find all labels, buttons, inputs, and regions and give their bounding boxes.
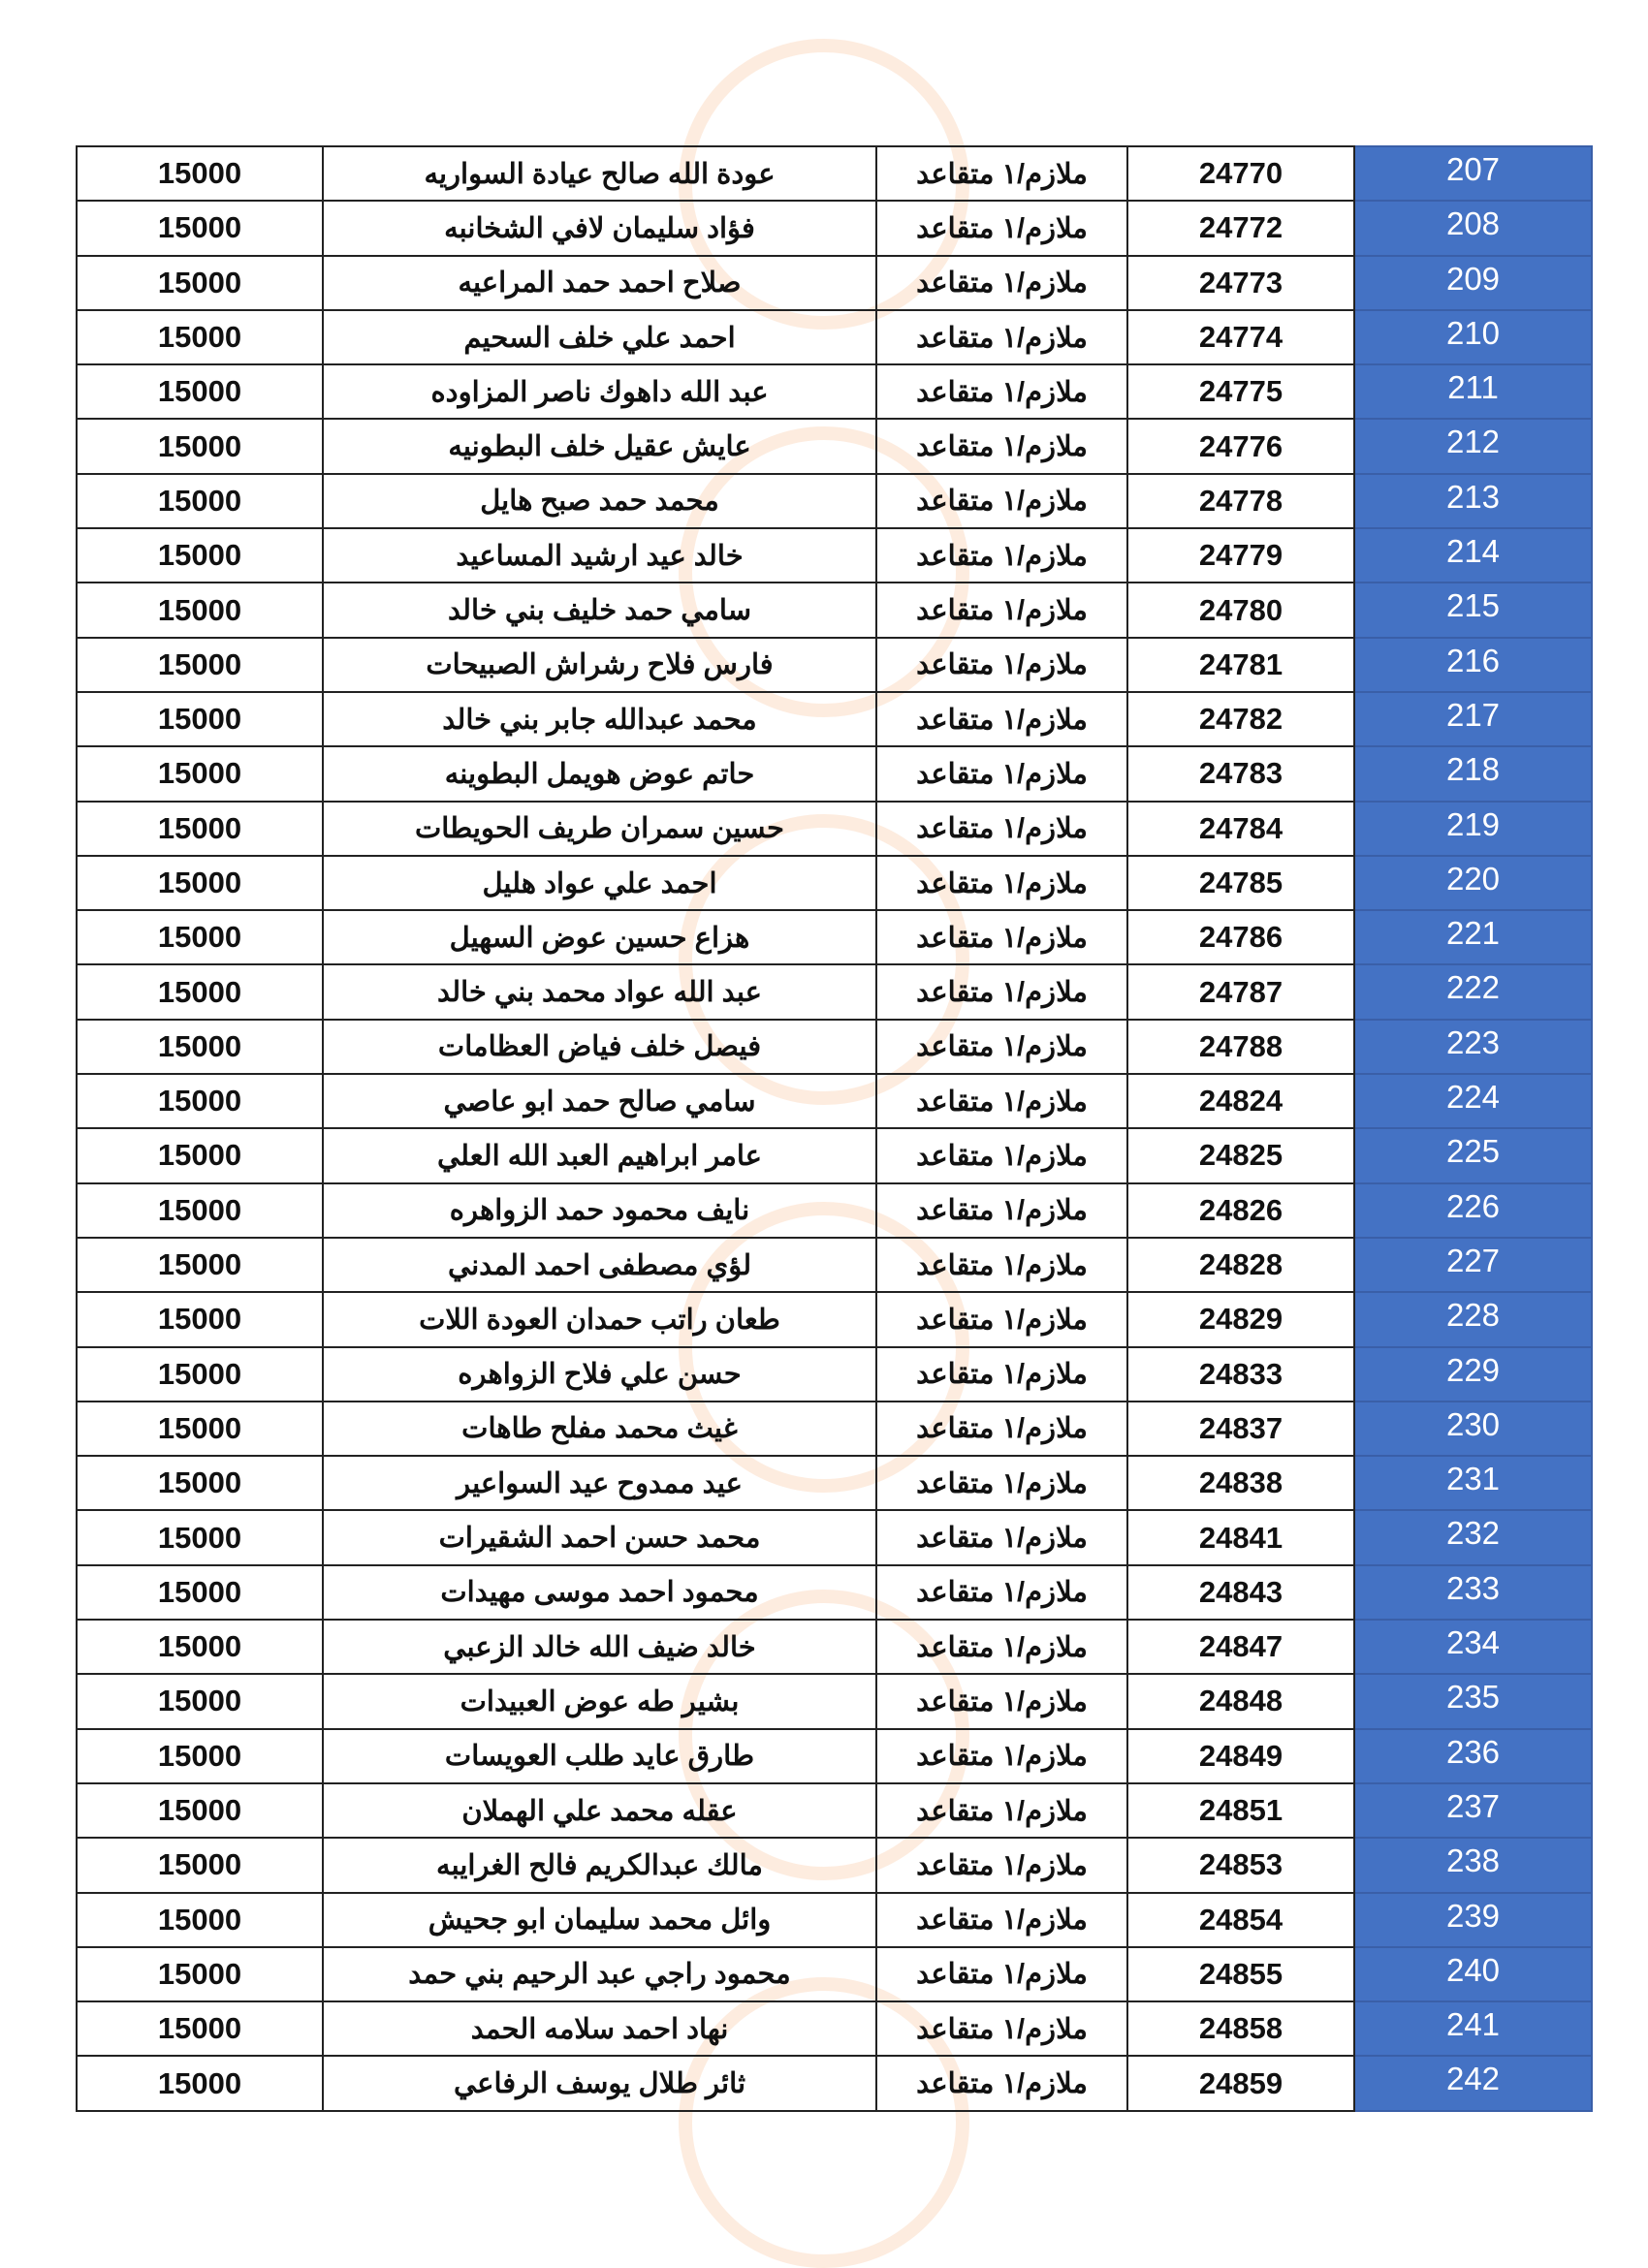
index-cell: 236 <box>1354 1729 1592 1783</box>
amount-cell: 15000 <box>77 1238 323 1292</box>
name-cell: سامي صالح حمد ابو عاصي <box>323 1074 876 1128</box>
number-cell: 24833 <box>1127 1347 1354 1402</box>
name-cell: فؤاد سليمان لافي الشخانبه <box>323 201 876 255</box>
number-cell: 24841 <box>1127 1510 1354 1564</box>
amount-cell: 15000 <box>77 910 323 964</box>
index-cell: 219 <box>1354 802 1592 856</box>
name-cell: نهاد احمد سلامه الحمد <box>323 2001 876 2056</box>
name-cell: مالك عبدالكريم فالح الغرايبه <box>323 1838 876 1892</box>
index-cell: 207 <box>1354 146 1592 201</box>
amount-cell: 15000 <box>77 1783 323 1838</box>
amount-cell: 15000 <box>77 1402 323 1456</box>
name-cell: محمود احمد موسى مهيدات <box>323 1565 876 1620</box>
name-cell: سامي حمد خليف بني خالد <box>323 583 876 637</box>
amount-cell: 15000 <box>77 1074 323 1128</box>
table-row <box>77 692 1592 746</box>
index-cell: 238 <box>1354 1838 1592 1892</box>
rank-cell: ملازم/١ متقاعد <box>876 1402 1127 1456</box>
amount-cell: 15000 <box>77 964 323 1019</box>
rank-cell: ملازم/١ متقاعد <box>876 1074 1127 1128</box>
rank-cell: ملازم/١ متقاعد <box>876 1456 1127 1510</box>
rank-cell: ملازم/١ متقاعد <box>876 1947 1127 2001</box>
index-cell: 226 <box>1354 1183 1592 1238</box>
index-cell: 222 <box>1354 964 1592 1019</box>
number-cell: 24849 <box>1127 1729 1354 1783</box>
amount-cell: 15000 <box>77 1183 323 1238</box>
index-cell: 228 <box>1354 1292 1592 1346</box>
name-cell: احمد علي خلف السحيم <box>323 310 876 364</box>
number-cell: 24774 <box>1127 310 1354 364</box>
name-cell: طارق عايد طلب العويسات <box>323 1729 876 1783</box>
number-cell: 24780 <box>1127 583 1354 637</box>
table-row <box>77 2056 1592 2110</box>
amount-cell: 15000 <box>77 310 323 364</box>
amount-cell: 15000 <box>77 1729 323 1783</box>
table-row <box>77 419 1592 473</box>
index-cell: 221 <box>1354 910 1592 964</box>
rank-cell: ملازم/١ متقاعد <box>876 1020 1127 1074</box>
index-cell: 209 <box>1354 256 1592 310</box>
rank-cell: ملازم/١ متقاعد <box>876 856 1127 910</box>
table-row <box>77 474 1592 528</box>
table-row <box>77 1238 1592 1292</box>
beneficiaries-table <box>76 145 1593 2112</box>
index-cell: 240 <box>1354 1947 1592 2001</box>
name-cell: محمد حسن احمد الشقيرات <box>323 1510 876 1564</box>
number-cell: 24785 <box>1127 856 1354 910</box>
index-cell: 224 <box>1354 1074 1592 1128</box>
table-row <box>77 364 1592 419</box>
table-row <box>77 964 1592 1019</box>
name-cell: نايف محمود حمد الزواهره <box>323 1183 876 1238</box>
number-cell: 24847 <box>1127 1620 1354 1674</box>
table-row <box>77 2001 1592 2056</box>
index-cell: 235 <box>1354 1674 1592 1728</box>
table-row <box>77 1292 1592 1346</box>
name-cell: عايش عقيل خلف البطونيه <box>323 419 876 473</box>
amount-cell: 15000 <box>77 692 323 746</box>
number-cell: 24775 <box>1127 364 1354 419</box>
rank-cell: ملازم/١ متقاعد <box>876 2056 1127 2110</box>
index-cell: 234 <box>1354 1620 1592 1674</box>
name-cell: لؤي مصطفى احمد المدني <box>323 1238 876 1292</box>
rank-cell: ملازم/١ متقاعد <box>876 528 1127 583</box>
amount-cell: 15000 <box>77 1893 323 1947</box>
amount-cell: 15000 <box>77 1838 323 1892</box>
number-cell: 24772 <box>1127 201 1354 255</box>
number-cell: 24858 <box>1127 2001 1354 2056</box>
index-cell: 215 <box>1354 583 1592 637</box>
number-cell: 24773 <box>1127 256 1354 310</box>
amount-cell: 15000 <box>77 1620 323 1674</box>
index-cell: 208 <box>1354 201 1592 255</box>
amount-cell: 15000 <box>77 474 323 528</box>
number-cell: 24770 <box>1127 146 1354 201</box>
number-cell: 24783 <box>1127 746 1354 801</box>
index-cell: 216 <box>1354 638 1592 692</box>
rank-cell: ملازم/١ متقاعد <box>876 964 1127 1019</box>
number-cell: 24851 <box>1127 1783 1354 1838</box>
amount-cell: 15000 <box>77 146 323 201</box>
index-cell: 239 <box>1354 1893 1592 1947</box>
number-cell: 24824 <box>1127 1074 1354 1128</box>
rank-cell: ملازم/١ متقاعد <box>876 364 1127 419</box>
index-cell: 227 <box>1354 1238 1592 1292</box>
number-cell: 24778 <box>1127 474 1354 528</box>
table-row <box>77 1128 1592 1182</box>
rank-cell: ملازم/١ متقاعد <box>876 1565 1127 1620</box>
rank-cell: ملازم/١ متقاعد <box>876 1510 1127 1564</box>
table-row <box>77 1020 1592 1074</box>
rank-cell: ملازم/١ متقاعد <box>876 1238 1127 1292</box>
rank-cell: ملازم/١ متقاعد <box>876 1674 1127 1728</box>
number-cell: 24829 <box>1127 1292 1354 1346</box>
amount-cell: 15000 <box>77 419 323 473</box>
number-cell: 24788 <box>1127 1020 1354 1074</box>
name-cell: وائل محمد سليمان ابو جحيش <box>323 1893 876 1947</box>
name-cell: عقله محمد علي الهملان <box>323 1783 876 1838</box>
number-cell: 24854 <box>1127 1893 1354 1947</box>
rank-cell: ملازم/١ متقاعد <box>876 1783 1127 1838</box>
rank-cell: ملازم/١ متقاعد <box>876 1292 1127 1346</box>
rank-cell: ملازم/١ متقاعد <box>876 1838 1127 1892</box>
amount-cell: 15000 <box>77 1456 323 1510</box>
table-row <box>77 1947 1592 2001</box>
index-cell: 230 <box>1354 1402 1592 1456</box>
rank-cell: ملازم/١ متقاعد <box>876 1729 1127 1783</box>
index-cell: 214 <box>1354 528 1592 583</box>
amount-cell: 15000 <box>77 256 323 310</box>
name-cell: حسين سمران طريف الحويطات <box>323 802 876 856</box>
table-body <box>77 146 1592 2111</box>
index-cell: 241 <box>1354 2001 1592 2056</box>
amount-cell: 15000 <box>77 638 323 692</box>
amount-cell: 15000 <box>77 583 323 637</box>
index-cell: 217 <box>1354 692 1592 746</box>
index-cell: 223 <box>1354 1020 1592 1074</box>
number-cell: 24779 <box>1127 528 1354 583</box>
amount-cell: 15000 <box>77 1292 323 1346</box>
amount-cell: 15000 <box>77 2001 323 2056</box>
index-cell: 232 <box>1354 1510 1592 1564</box>
amount-cell: 15000 <box>77 1510 323 1564</box>
number-cell: 24786 <box>1127 910 1354 964</box>
name-cell: خالد ضيف الله خالد الزعبي <box>323 1620 876 1674</box>
number-cell: 24853 <box>1127 1838 1354 1892</box>
table-row <box>77 856 1592 910</box>
amount-cell: 15000 <box>77 1674 323 1728</box>
rank-cell: ملازم/١ متقاعد <box>876 802 1127 856</box>
name-cell: بشير طه عوض العبيدات <box>323 1674 876 1728</box>
table-row <box>77 1183 1592 1238</box>
table-row <box>77 1674 1592 1728</box>
amount-cell: 15000 <box>77 802 323 856</box>
amount-cell: 15000 <box>77 746 323 801</box>
name-cell: غيث محمد مفلح طاهات <box>323 1402 876 1456</box>
amount-cell: 15000 <box>77 2056 323 2110</box>
table-row <box>77 201 1592 255</box>
amount-cell: 15000 <box>77 1347 323 1402</box>
index-cell: 213 <box>1354 474 1592 528</box>
name-cell: عودة الله صالح عيادة السواريه <box>323 146 876 201</box>
table-row <box>77 310 1592 364</box>
index-cell: 210 <box>1354 310 1592 364</box>
rank-cell: ملازم/١ متقاعد <box>876 692 1127 746</box>
amount-cell: 15000 <box>77 856 323 910</box>
number-cell: 24825 <box>1127 1128 1354 1182</box>
name-cell: محمد حمد صبح هايل <box>323 474 876 528</box>
name-cell: فارس فلاح رشراش الصبيحات <box>323 638 876 692</box>
rank-cell: ملازم/١ متقاعد <box>876 310 1127 364</box>
table-row <box>77 1893 1592 1947</box>
name-cell: فيصل خلف فياض العظامات <box>323 1020 876 1074</box>
number-cell: 24838 <box>1127 1456 1354 1510</box>
number-cell: 24781 <box>1127 638 1354 692</box>
name-cell: ثائر طلال يوسف الرفاعي <box>323 2056 876 2110</box>
table-row <box>77 1838 1592 1892</box>
table-row <box>77 583 1592 637</box>
table-row <box>77 802 1592 856</box>
rank-cell: ملازم/١ متقاعد <box>876 1620 1127 1674</box>
name-cell: حاتم عوض هويمل البطوينه <box>323 746 876 801</box>
table-row <box>77 146 1592 201</box>
rank-cell: ملازم/١ متقاعد <box>876 256 1127 310</box>
name-cell: صلاح احمد حمد المراعيه <box>323 256 876 310</box>
number-cell: 24826 <box>1127 1183 1354 1238</box>
index-cell: 237 <box>1354 1783 1592 1838</box>
table-row <box>77 1620 1592 1674</box>
rank-cell: ملازم/١ متقاعد <box>876 201 1127 255</box>
rank-cell: ملازم/١ متقاعد <box>876 2001 1127 2056</box>
name-cell: عامر ابراهيم العبد الله العلي <box>323 1128 876 1182</box>
table-row <box>77 1565 1592 1620</box>
number-cell: 24784 <box>1127 802 1354 856</box>
amount-cell: 15000 <box>77 528 323 583</box>
number-cell: 24787 <box>1127 964 1354 1019</box>
index-cell: 212 <box>1354 419 1592 473</box>
amount-cell: 15000 <box>77 1128 323 1182</box>
table-row <box>77 1402 1592 1456</box>
number-cell: 24855 <box>1127 1947 1354 2001</box>
rank-cell: ملازم/١ متقاعد <box>876 474 1127 528</box>
rank-cell: ملازم/١ متقاعد <box>876 638 1127 692</box>
amount-cell: 15000 <box>77 1565 323 1620</box>
index-cell: 231 <box>1354 1456 1592 1510</box>
name-cell: هزاع حسين عوض السهيل <box>323 910 876 964</box>
name-cell: عيد ممدوح عيد السواعير <box>323 1456 876 1510</box>
number-cell: 24859 <box>1127 2056 1354 2110</box>
index-cell: 242 <box>1354 2056 1592 2110</box>
name-cell: احمد علي عواد هليل <box>323 856 876 910</box>
rank-cell: ملازم/١ متقاعد <box>876 583 1127 637</box>
number-cell: 24843 <box>1127 1565 1354 1620</box>
index-cell: 211 <box>1354 364 1592 419</box>
number-cell: 24848 <box>1127 1674 1354 1728</box>
name-cell: محمود راجي عبد الرحيم بني حمد <box>323 1947 876 2001</box>
index-cell: 218 <box>1354 746 1592 801</box>
index-cell: 229 <box>1354 1347 1592 1402</box>
table-row <box>77 746 1592 801</box>
rank-cell: ملازم/١ متقاعد <box>876 1183 1127 1238</box>
rank-cell: ملازم/١ متقاعد <box>876 1128 1127 1182</box>
table-row <box>77 1347 1592 1402</box>
amount-cell: 15000 <box>77 1947 323 2001</box>
table-row <box>77 1729 1592 1783</box>
name-cell: محمد عبدالله جابر بني خالد <box>323 692 876 746</box>
number-cell: 24828 <box>1127 1238 1354 1292</box>
name-cell: عبد الله داهوك ناصر المزاوده <box>323 364 876 419</box>
index-cell: 233 <box>1354 1565 1592 1620</box>
index-cell: 220 <box>1354 856 1592 910</box>
table-row <box>77 910 1592 964</box>
table-row <box>77 638 1592 692</box>
rank-cell: ملازم/١ متقاعد <box>876 146 1127 201</box>
table-row <box>77 1074 1592 1128</box>
rank-cell: ملازم/١ متقاعد <box>876 419 1127 473</box>
table-row <box>77 528 1592 583</box>
index-cell: 225 <box>1354 1128 1592 1182</box>
name-cell: طعان راتب حمدان العودة اللات <box>323 1292 876 1346</box>
amount-cell: 15000 <box>77 201 323 255</box>
table-row <box>77 1510 1592 1564</box>
rank-cell: ملازم/١ متقاعد <box>876 1893 1127 1947</box>
rank-cell: ملازم/١ متقاعد <box>876 1347 1127 1402</box>
name-cell: خالد عيد ارشيد المساعيد <box>323 528 876 583</box>
table-row <box>77 1783 1592 1838</box>
rank-cell: ملازم/١ متقاعد <box>876 910 1127 964</box>
amount-cell: 15000 <box>77 1020 323 1074</box>
amount-cell: 15000 <box>77 364 323 419</box>
number-cell: 24776 <box>1127 419 1354 473</box>
rank-cell: ملازم/١ متقاعد <box>876 746 1127 801</box>
number-cell: 24782 <box>1127 692 1354 746</box>
number-cell: 24837 <box>1127 1402 1354 1456</box>
table-row <box>77 1456 1592 1510</box>
name-cell: حسن علي فلاح الزواهره <box>323 1347 876 1402</box>
table-row <box>77 256 1592 310</box>
name-cell: عبد الله عواد محمد بني خالد <box>323 964 876 1019</box>
